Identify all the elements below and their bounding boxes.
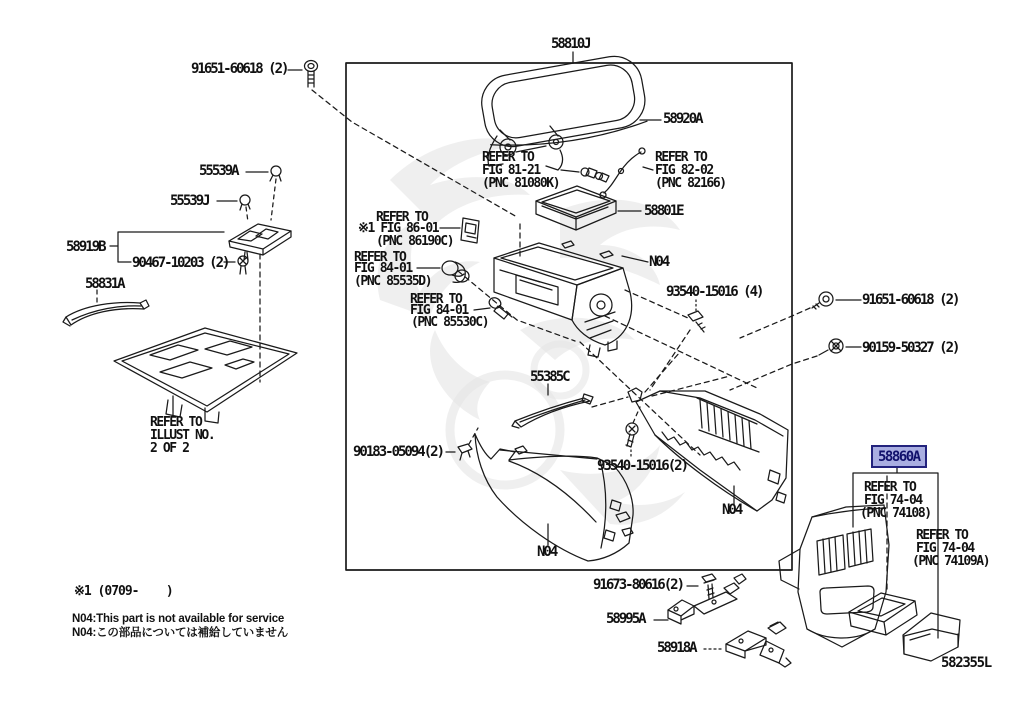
part-label-93540-4[interactable]: 93540-15016 (4) xyxy=(666,284,763,300)
clip-90159-drawing xyxy=(730,339,861,390)
refer-fig74-04a-line1: REFER TO xyxy=(864,480,916,495)
refer-fig82-02-line1: REFER TO xyxy=(655,150,707,165)
part-label-93540-2[interactable]: 93540-15016(2) xyxy=(597,458,688,474)
refer-fig84-01b-line2: FIG 84-01 xyxy=(410,303,468,318)
bracket-58918a-drawing xyxy=(704,622,791,667)
garnish-58831a-drawing xyxy=(63,290,149,326)
footnote-n04-english: N04:This part is not available for service xyxy=(72,613,285,625)
refer-illust-line1: REFER TO xyxy=(150,415,202,430)
part-label-58810j[interactable]: 58810J xyxy=(551,36,590,52)
part-label-55385c[interactable]: 55385C xyxy=(530,369,569,385)
part-label-58995a[interactable]: 58995A xyxy=(606,611,645,627)
part-label-n04-side-panel[interactable]: N04 xyxy=(537,544,557,560)
console-body-drawing xyxy=(458,241,757,455)
refer-fig84-01a-line3: (PNC 85535D) xyxy=(354,274,432,289)
part-label-58919b[interactable]: 58919B xyxy=(66,239,105,255)
footnote-n04-japanese: N04:この部品については補給していません xyxy=(72,627,288,639)
part-label-n04-console[interactable]: N04 xyxy=(649,254,669,270)
refer-fig82-02-line2: FIG 82-02 xyxy=(655,163,713,178)
refer-fig74-04b-line3: (PNC 74109A) xyxy=(912,554,990,569)
part-label-55539a[interactable]: 55539A xyxy=(199,163,238,179)
clip-55539j-drawing xyxy=(217,195,250,222)
lock-parts-drawing xyxy=(561,168,609,182)
vent-bezel-drawing xyxy=(849,593,917,635)
refer-fig74-04a-line2: FIG 74-04 xyxy=(864,493,922,508)
center-panel-drawing xyxy=(114,328,297,423)
part-label-90467[interactable]: 90467-10203 (2) xyxy=(132,255,229,271)
refer-illust-line2: ILLUST NO. xyxy=(150,428,215,443)
part-label-55539j[interactable]: 55539J xyxy=(170,193,209,209)
part-label-58801e[interactable]: 58801E xyxy=(644,203,683,219)
part-label-90159[interactable]: 90159-50327 (2) xyxy=(862,340,959,356)
refer-fig81-21-line3: (PNC 81080K) xyxy=(482,176,560,191)
refer-fig84-01b-line1: REFER TO xyxy=(410,292,462,307)
clip-55539a-drawing xyxy=(246,166,281,220)
part-label-91673[interactable]: 91673-80616(2) xyxy=(593,577,684,593)
refer-fig84-01a-line2: FIG 84-01 xyxy=(354,261,412,276)
part-label-58920a[interactable]: 58920A xyxy=(663,111,702,127)
part-label-91651-front[interactable]: 91651-60618 (2) xyxy=(191,61,288,77)
refer-fig86-01-line3: (PNC 86190C) xyxy=(376,234,454,249)
wire-82166-drawing xyxy=(600,148,653,198)
refer-illust-line3: 2 OF 2 xyxy=(150,441,189,456)
part-label-90183[interactable]: 90183-05094(2) xyxy=(353,444,444,460)
refer-fig84-01b-line3: (PNC 85530C) xyxy=(411,315,489,330)
refer-fig86-01-line1: REFER TO xyxy=(376,210,428,225)
part-label-91651-rear[interactable]: 91651-60618 (2) xyxy=(862,292,959,308)
footnote-asterisk: ※1 (0709- ) xyxy=(74,584,173,599)
refer-fig82-02-line3: (PNC 82166) xyxy=(655,176,726,191)
screw-93540-2-drawing xyxy=(626,407,640,459)
refer-fig74-04b-line2: FIG 74-04 xyxy=(916,541,974,556)
refer-fig74-04b-line1: REFER TO xyxy=(916,528,968,543)
refer-fig81-21-line1: REFER TO xyxy=(482,150,534,165)
screw-91673-drawing xyxy=(687,574,716,599)
rear-panel-58860a-drawing xyxy=(779,505,889,647)
part-label-58860a-highlighted[interactable]: 58860A xyxy=(871,445,927,468)
refer-fig84-01a-line1: REFER TO xyxy=(354,250,406,265)
ashtray-drawing xyxy=(903,613,960,661)
diagram-code: 582355L xyxy=(941,655,991,671)
part-label-n04-rear-cover[interactable]: N04 xyxy=(722,502,742,518)
part-label-58831a[interactable]: 58831A xyxy=(85,276,124,292)
refer-fig74-04a-line3: (PNC 74108) xyxy=(860,506,931,521)
part-label-58918a[interactable]: 58918A xyxy=(657,640,696,656)
refer-fig81-21-line2: FIG 81-21 xyxy=(482,163,540,178)
refer-fig86-01-line2: ※1 FIG 86-01 xyxy=(358,221,439,236)
